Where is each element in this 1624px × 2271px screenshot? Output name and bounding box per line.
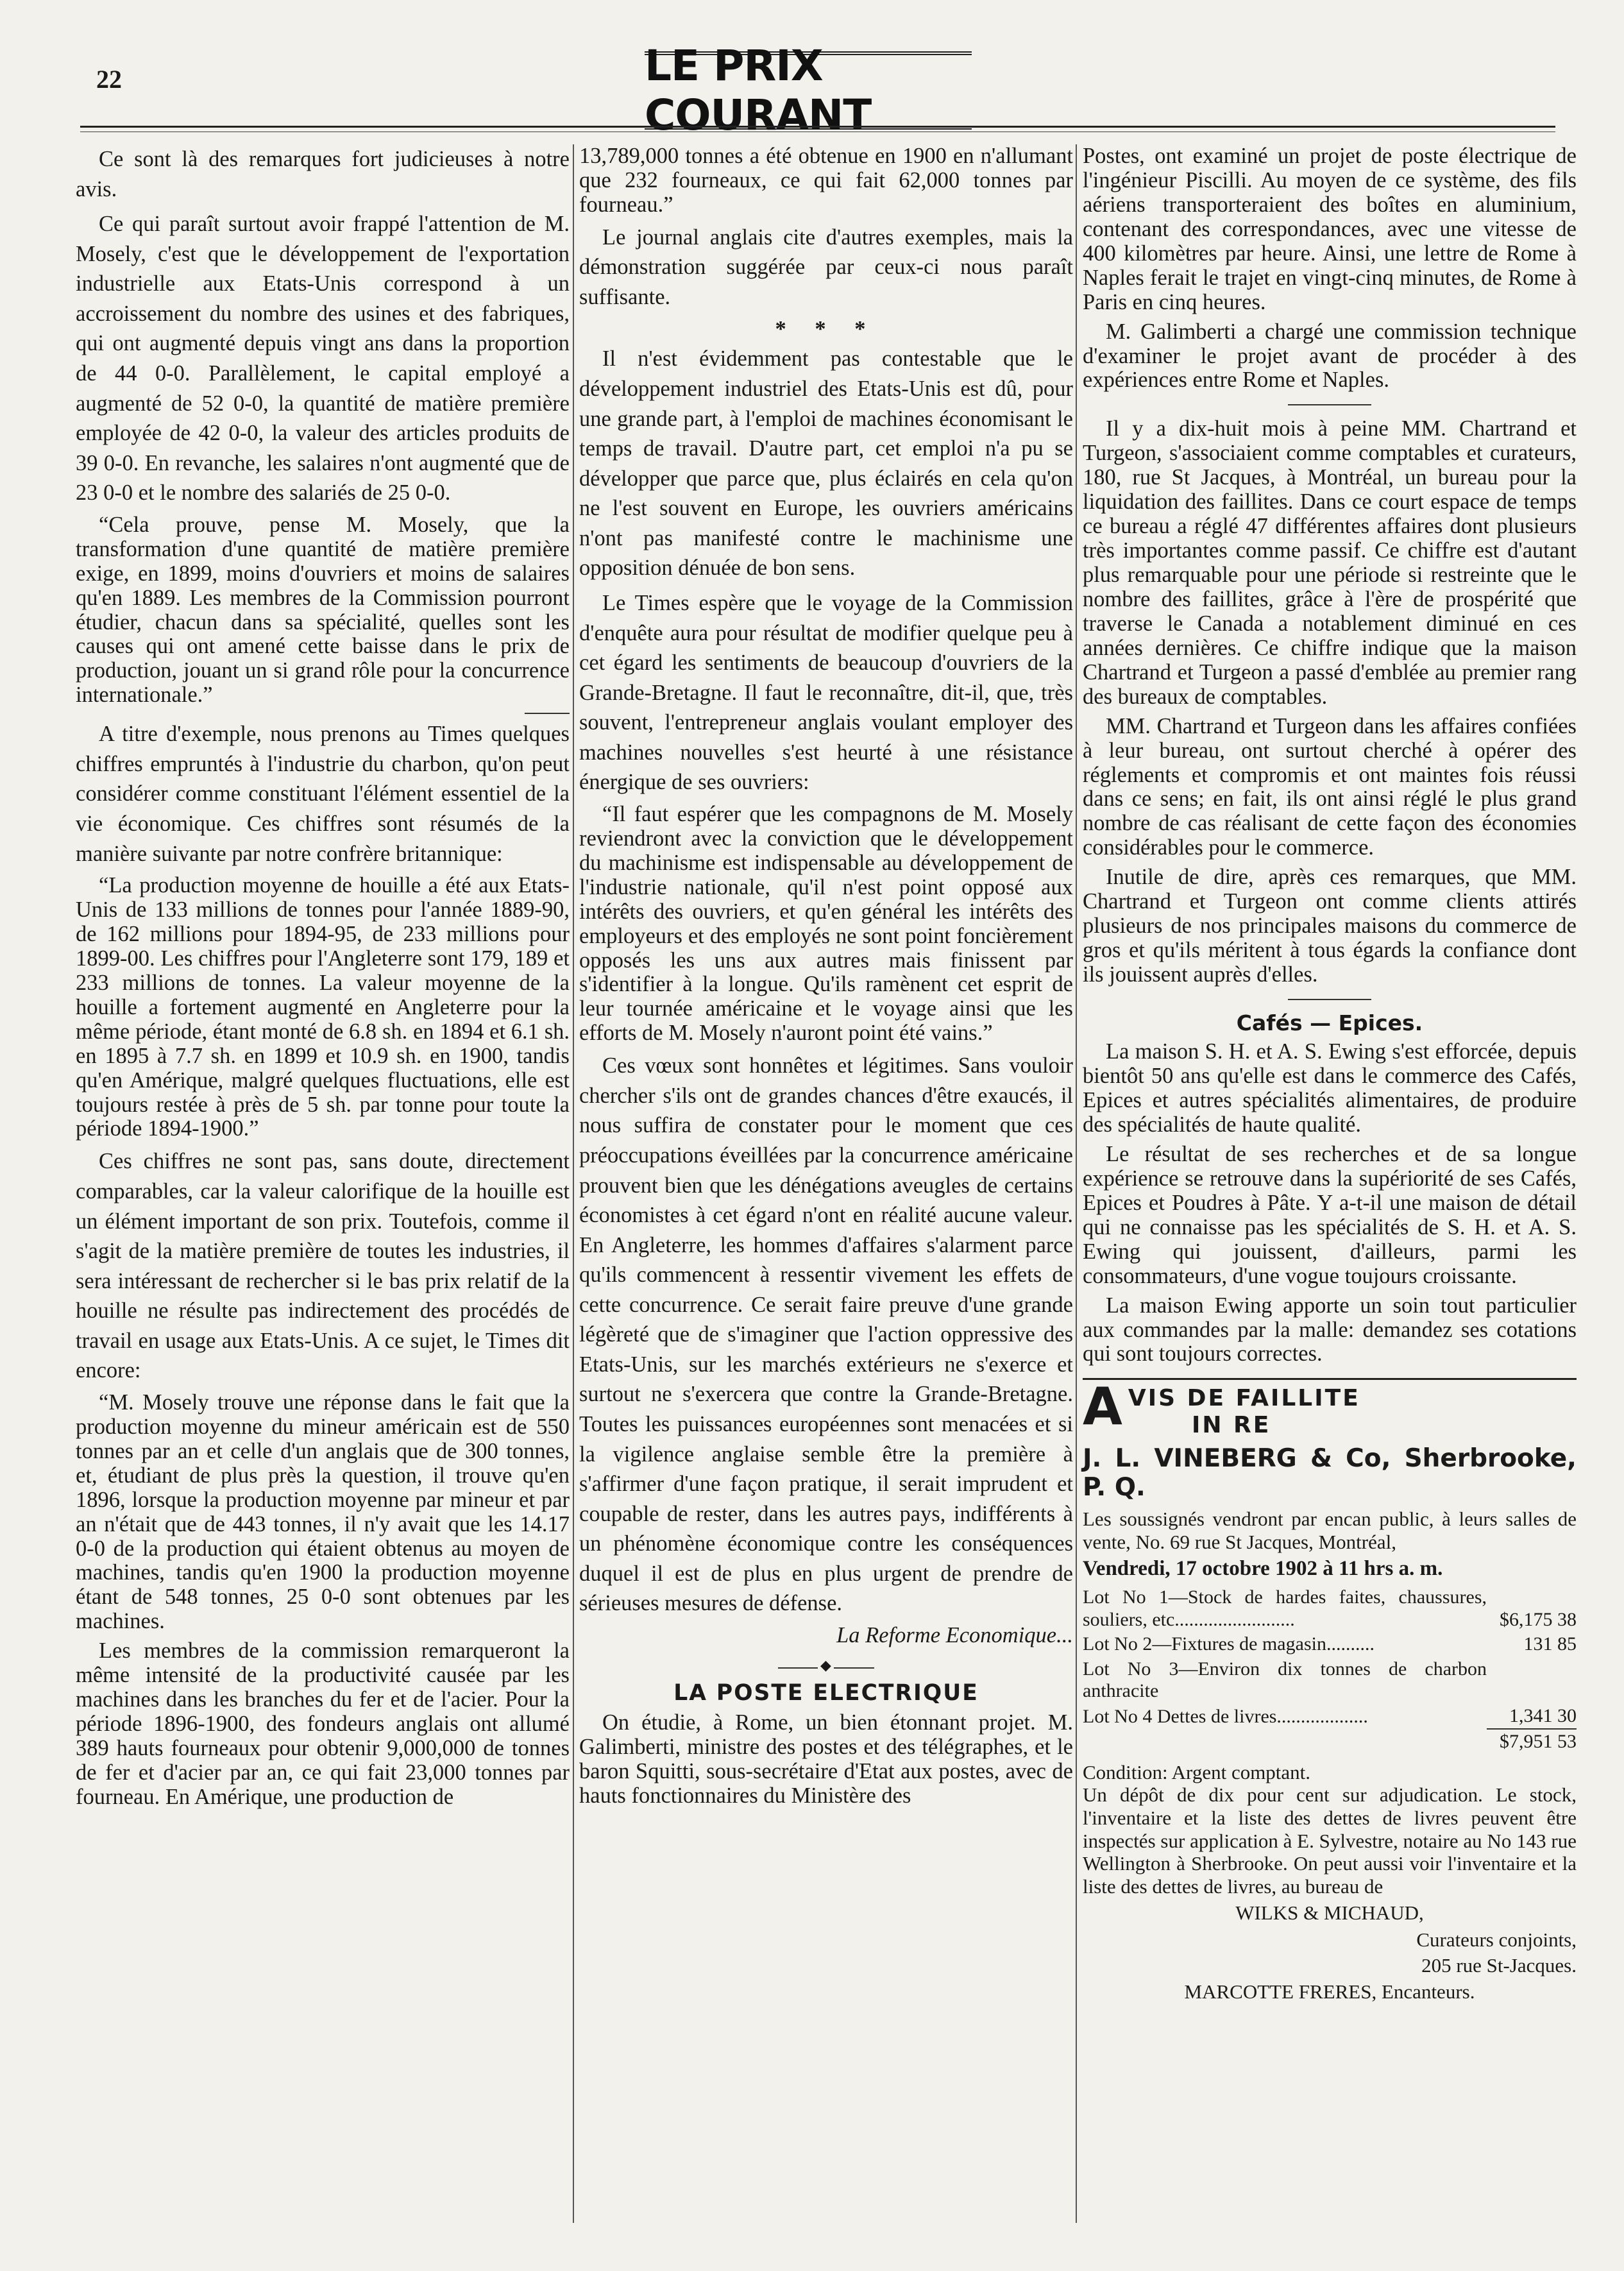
notice-intro: Les soussignés vendront par encan public, à leurs salles de vente, No. 69 rue St Jacques, Montréal, xyxy=(1083,1507,1577,1553)
notice-firm: J. L. VINEBERG & Co, Sherbrooke, P. Q. xyxy=(1083,1444,1577,1502)
quote-paragraph: “Cela prouve, pense M. Mosely, que la transformation d'une quantité de matière première exige, en 1899, moins d'ouvriers et moins de salaires qu'en 1889. Les membres de la Commission pourront étudier, chacun dans sa spécialité, quelles sont les causes qui ont amené cette baisse dans le prix de production, jouant un si grand rôle pour la concurrence internationale.” xyxy=(76,512,570,708)
lot-label: Lot No 4 Dettes de livres................... xyxy=(1083,1705,1368,1727)
lot-row xyxy=(1083,1585,1577,1632)
short-rule xyxy=(525,713,570,714)
lot-row xyxy=(1083,1704,1577,1730)
masthead-rule xyxy=(80,126,1555,128)
notice-initial: A xyxy=(1083,1377,1124,1437)
lot-amount: 131 85 xyxy=(1523,1633,1577,1655)
column-divider xyxy=(1076,144,1077,2223)
auctioneers: MARCOTTE FRERES, Encanteurs. xyxy=(1184,1980,1475,2003)
notice-subtitle: IN RE xyxy=(1192,1411,1271,1438)
lot-amount: $6,175 38 xyxy=(1500,1608,1577,1630)
lot-total: $7,951 53 xyxy=(1487,1729,1577,1755)
lot-row xyxy=(1083,1632,1577,1657)
quote-paragraph: Les membres de la commission remarqueront la même intensité de la productivité causée par les machines dans les branches du fer et de l'acier. Pour la période 1896-1900, des fondeurs anglais ont allumé 389 hauts fourneaux pour obtenir 9,000,000 de tonnes de fer et d'acier par an, ce qui fait 23,000 tonnes par fourneau. En Amérique, une production de xyxy=(76,1638,570,1809)
lot-table xyxy=(1083,1585,1577,1755)
masthead-logo: LE PRIX COURANT xyxy=(645,51,972,130)
curators-name: WILKS & MICHAUD, xyxy=(1235,1901,1424,1925)
quote-paragraph: “La production moyenne de houille a été aux Etats-Unis de 133 millions de tonnes pour l'année 1889-90, de 162 millions pour 1894-95, de 233 millions pour 1899-00. Les chiffres pour l'Angleterre sont 179, 189 et 233 millions de tonnes. La valeur moyenne de la houille a fortement augmenté en Angleterre pour la même période, étant monté de 6.8 sh. en 1894 et 6.1 sh. en 1895 à 7.7 sh. en 1899 et 10.9 sh. en 1900, tandis qu'en Amérique, malgré quelques fluctuations, elle est toujours restée à près de 5 sh. par tonne pour toute la période 1894-1900.” xyxy=(76,873,570,1141)
bankruptcy-notice xyxy=(1083,1378,1577,2003)
lot-amount: 1,341 30 xyxy=(1509,1705,1577,1726)
paragraph: Ces vœux sont honnêtes et légitimes. Sans vouloir chercher s'ils ont de grandes chances d'être exaucés, il nous suffira de constater pour le moment que ces préoccupations éveillées par la concurrence américaine prouvent bien que les dénégations aveugles de certains économistes à cet égard n'ont en réalité aucune valeur. En Angleterre, les hommes d'affaires s'alarment parce qu'ils commencent à ressentir vivement les effets de cette concurrence. Ce serait faire preuve d'une grande légèreté que de s'imaginer que l'action oppressive des Etats-Unis, sur les marchés extérieurs ne s'exerce et surtout ne s'exercera que contre la Grande-Bretagne. Toutes les puissances européennes sont menacées et si la vigilence anglaise semble être la première à s'affirmer d'une façon pratique, il serait imprudent et coupable de rester, dans les autres pays, indifférents à un phénomène économique contre les conséquences duquel il est de plus en plus urgent de prendre de sérieuses mesures de défense. xyxy=(579,1053,1073,1616)
notice-date: Vendredi, 17 octobre 1902 à 11 hrs a. m. xyxy=(1083,1557,1443,1581)
short-rule xyxy=(1288,404,1371,405)
paragraph: 13,789,000 tonnes a été obtenue en 1900 en n'allumant que 232 fourneaux, ce qui fait 62,000 tonnes par fourneau.” xyxy=(579,144,1073,217)
column-3 xyxy=(1083,144,1577,2229)
ornament-divider xyxy=(778,1667,874,1669)
quote-paragraph: “M. Mosely trouve une réponse dans le fait que la production moyenne du mineur américain est de 550 tonnes par an et celle d'un anglais que de 300 tonnes, et, étudiant de plus près la question, il trouve qu'en 1896, lorsque la production moyenne par mineur et par an n'était que de 443 tonnes, il n'y avait que les 14.17 0-0 de la production qui étaient obtenus au moyen de machines, tandis qu'en 1900 la production moyenne étant de 548 tonnes, 25 0-0 sont obtenues par les machines. xyxy=(76,1390,570,1634)
lot-label: Lot No 1—Stock de hardes faites, chaussures, souliers, etc......................... xyxy=(1083,1586,1487,1630)
paragraph: A titre d'exemple, nous prenons au Times quelques chiffres empruntés à l'industrie du charbon, qu'on peut considérer comme constituant l'élément essentiel de la vie économique. Ces chiffres sont résumés de la manière suivante par notre confrère britannique: xyxy=(76,722,570,866)
paragraph: M. Galimberti a chargé une commission technique d'examiner le projet avant de procéder à des expériences entre Rome et Naples. xyxy=(1083,319,1577,393)
lot-label: Lot No 3—Environ dix tonnes de charbon anthracite xyxy=(1083,1658,1487,1702)
paragraph: Il y a dix-huit mois à peine MM. Chartrand et Turgeon, s'associaient comme comptables et curateurs, 180, rue St Jacques, à Montréal, un bureau pour la liquidation des faillites. Dans ce court espace de temps ce bureau a réglé 47 différentes affaires dont plusieurs très importantes comme passif. Ce chiffre est d'autant plus remarquable pour une période si restreinte que le nombre des faillites, grâce à l'ère de prospérité que traverse le Canada a notablement diminué en ces années dernières. Ce chiffre indique que la maison Chartrand et Turgeon a passé d'emblée au premier rang des bureaux de comptables. xyxy=(1083,416,1577,709)
paragraph: La maison Ewing apporte un soin tout particulier aux commandes par la malle: demandez ses cotations qui sont toujours correctes. xyxy=(1083,1293,1577,1366)
curators-title: Curateurs conjoints, xyxy=(1416,1928,1577,1952)
lot-row xyxy=(1083,1657,1577,1704)
lot-total-row xyxy=(1083,1729,1577,1755)
short-rule xyxy=(1288,999,1371,1000)
notice-title-text: VIS DE FAILLITE xyxy=(1128,1385,1360,1412)
lot-label: Lot No 2—Fixtures de magasin.......... xyxy=(1083,1633,1374,1655)
notice-details: Un dépôt de dix pour cent sur adjudication. Le stock, l'inventaire et la liste des dettes de livres peuvent être inspectés sur application à E. Sylvestre, notaire au No 143 rue Wellington à Sherbrooke. On peut aussi voir l'inventaire et la liste des dettes de livres, au bureau de xyxy=(1083,1783,1577,1898)
section-stars: * * * xyxy=(775,316,877,341)
column-2 xyxy=(579,144,1073,2229)
article-heading: LA POSTE ELECTRIQUE xyxy=(673,1680,979,1706)
lot-amount xyxy=(1487,1657,1577,1704)
source-attribution: La Reforme Economique... xyxy=(836,1622,1073,1647)
paragraph: La maison S. H. et A. S. Ewing s'est efforcée, depuis bientôt 50 ans qu'elle est dans le commerce des Cafés, Epices et autres spécialités alimentaires, de produire des spécialités de haute qualité. xyxy=(1083,1039,1577,1137)
curators-address: 205 rue St-Jacques. xyxy=(1421,1953,1577,1977)
notice-condition: Condition: Argent comptant. xyxy=(1083,1760,1311,1783)
paragraph: Postes, ont examiné un projet de poste électrique de l'ingénieur Piscilli. Au moyen de ce système, des fils aériens transporteraient des boîtes en aluminium, contenant des correspondances, avec une vitesse de 400 kilomètres par heure. Ainsi, une lettre de Rome à Naples ferait le trajet en vingt-cinq minutes, de Rome à Paris en cinq heures. xyxy=(1083,144,1577,314)
paragraph: Le journal anglais cite d'autres exemples, mais la démonstration suggérée par ceux-ci nous paraît suffisante. xyxy=(579,225,1073,309)
paragraph: Ce sont là des remarques fort judicieuses à notre avis. xyxy=(76,147,570,201)
paragraph: Ce qui paraît surtout avoir frappé l'attention de M. Mosely, c'est que le développement de l'exportation industrielle aux Etats-Unis correspond à un accroissement du nombre des usines et des fabriques, qui ont augmenté depuis vingt ans dans la proportion de 44 0-0. Parallèlement, le capital employé a augmenté de 52 0-0, la quantité de matière première employée de 42 0-0, la valeur des articles produits de 39 0-0. En revanche, les salaires n'ont augmenté que de 23 0-0 et le nombre des salariés de 25 0-0. xyxy=(76,212,570,506)
page-number: 22 xyxy=(96,65,122,94)
quote-paragraph: “Il faut espérer que les compagnons de M. Mosely reviendront avec la conviction que le développement du machinisme est indispensable au développement de l'industrie nationale, qu'il n'est point opposé aux intérêts des ouvriers, et qu'en général les intérêts des employeurs et des employés ne sont point foncièrement opposés les uns aux autres mais finissent par s'identifier à la longue. Qu'ils ramènent cet esprit de leur tournée américaine et le voyage ainsi que les efforts de M. Mosely n'auront point été vains.” xyxy=(579,801,1073,1046)
paragraph: Le résultat de ses recherches et de sa longue expérience se retrouve dans la supériorité de ses Cafés, Epices et Poudres à Pâte. Y a-t-il une maison de détail qui ne connaisse pas les spécialités de S. H. et A. S. Ewing qui jouissent, d'ailleurs, parmi les consommateurs, d'une vogue toujours croissante. xyxy=(1083,1141,1577,1288)
paragraph: Ces chiffres ne sont pas, sans doute, directement comparables, car la valeur calorifique de la houille est un élément important de son prix. Toutefois, comme il s'agit de la matière première de toutes les industries, il sera intéressant de rechercher si le bas prix relatif de la houille ne résulte pas indirectement des procédés de travail en usage aux Etats-Unis. A ce sujet, le Times dit encore: xyxy=(76,1149,570,1383)
paragraph: MM. Chartrand et Turgeon dans les affaires confiées à leur bureau, ont surtout cherché à opérer des réglements et compromis et ont maintes fois réussi dans ce sens; en fait, ils ont ainsi réglé le plus grand nombre de cas réalisant de cette façon des économies considérables pour le commerce. xyxy=(1083,713,1577,860)
paragraph: On étudie, à Rome, un bien étonnant projet. M. Galimberti, ministre des postes et des télégraphes, et le baron Squitti, sous-secrétaire d'Etat aux postes, avec de hauts fonctionnaires du Ministère des xyxy=(579,1710,1073,1808)
paragraph: Il n'est évidemment pas contestable que le développement industriel des Etats-Unis est dû, pour une grande part, à l'emploi de machines économisant le temps de travail. D'autre part, cet emploi n'a pu se développer que parce que, plus éclairés en cela qu'on ne l'est souvent en Europe, les ouvriers américains n'ont pas manifesté contre le machinisme une opposition dénuée de bon sens. xyxy=(579,346,1073,581)
paragraph: Le Times espère que le voyage de la Commission d'enquête aura pour résultat de modifier quelque peu à cet égard les sentiments de beaucoup d'ouvriers de la Grande-Bretagne. Il faut le reconnaître, dit-il, que, très souvent, l'entrepreneur anglais voulant employer des machines nouvelles s'est heurté à une résistance énergique de ses ouvriers: xyxy=(579,590,1073,795)
article-heading: Cafés — Epices. xyxy=(1236,1010,1423,1035)
paragraph: Inutile de dire, après ces remarques, que MM. Chartrand et Turgeon ont comme clients attirés plusieurs de nos principales maisons du commerce de gros et qu'ils méritent à tous égards la confiance dont ils jouissent auprès d'elles. xyxy=(1083,865,1577,987)
column-divider xyxy=(573,144,574,2223)
column-1 xyxy=(76,144,570,2229)
